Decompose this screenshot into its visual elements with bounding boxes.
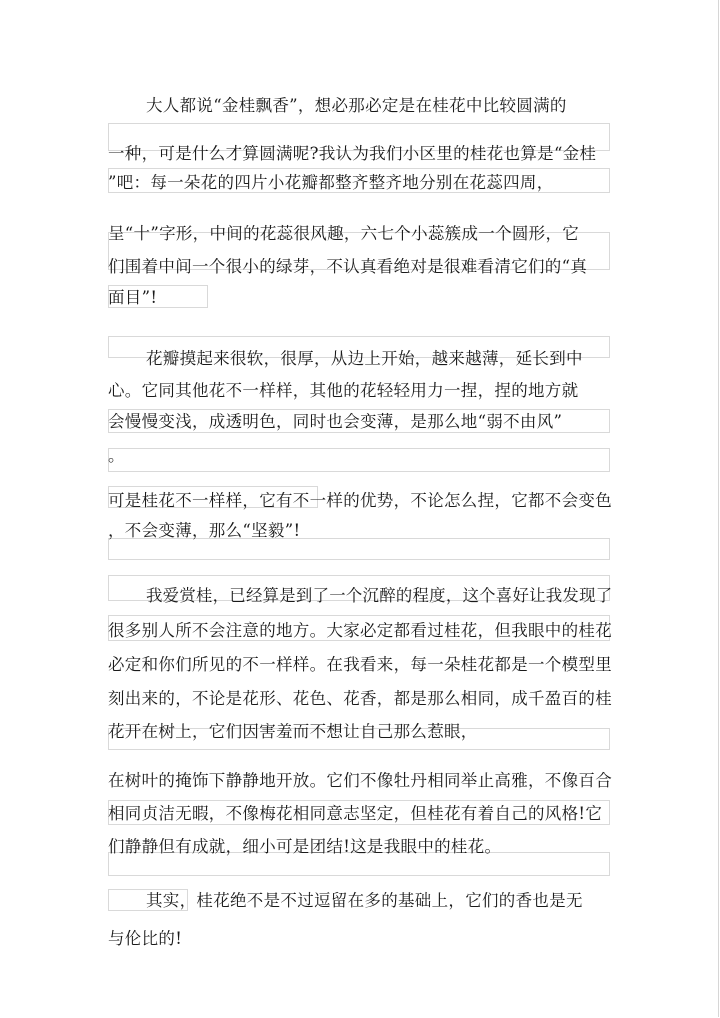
text-line: 花开在树上，它们因害羞而不想让自己那么惹眼， xyxy=(108,722,478,741)
text-line: 会慢慢变浅，成透明色，同时也会变薄，是那么地“弱不由风” xyxy=(108,412,563,431)
text-line: 刻出来的，不论是花形、花色、花香，都是那么相同，成千盈百的桂 xyxy=(108,689,612,708)
text-line: 们静静但有成就，细小可是团结!这是我眼中的桂花。 xyxy=(108,837,502,856)
text-line: 其实，桂花绝不是不过逗留在多的基础上，它们的香也是无 xyxy=(146,891,583,910)
text-line: 呈“十”字形，中间的花蕊很风趣，六七个小蕊簇成一个圆形，它 xyxy=(108,224,580,243)
text-line: 我爱赏桂，已经算是到了一个沉醉的程度，这个喜好让我发现了 xyxy=(146,586,613,605)
text-line: 很多别人所不会注意的地方。大家必定都看过桂花，但我眼中的桂花 xyxy=(108,621,612,640)
text-line: 。 xyxy=(108,446,125,465)
text-line: 们围着中间一个很小的绿芽，不认真看绝对是很难看清它们的“真 xyxy=(108,257,588,276)
text-line: ，不会变薄，那么“坚毅”! xyxy=(108,521,301,540)
text-line: 相同贞洁无暇，不像梅花相同意志坚定，但桂花有着自己的风格!它 xyxy=(108,804,603,823)
text-line: 一种，可是什么才算圆满呢?我认为我们小区里的桂花也算是“金桂 xyxy=(108,144,597,163)
text-line: 可是桂花不一样样，它有不一样的优势，不论怎么捏，它都不会变色 xyxy=(108,491,612,510)
text-line: 与伦比的! xyxy=(108,929,183,948)
text-line: 面目”! xyxy=(108,288,158,307)
text-line: 大人都说“金桂飘香”，想必那必定是在桂花中比较圆满的 xyxy=(146,96,567,115)
text-line: ”吧：每一朵花的四片小花瓣都整齐整齐地分别在花蕊四周， xyxy=(108,173,554,192)
text-line: 在树叶的掩饰下静静地开放。它们不像牡丹相同举止高雅，不像百合 xyxy=(108,771,612,790)
text-line: 花瓣摸起来很软，很厚，从边上开始，越来越薄，延长到中 xyxy=(146,349,583,368)
text-line: 心。它同其他花不一样样，其他的花轻轻用力一捏，捏的地方就 xyxy=(108,381,579,400)
text-frame xyxy=(108,448,610,472)
text-line: 必定和你们所见的不一样样。在我看来，每一朵桂花都是一个模型里 xyxy=(108,655,612,674)
